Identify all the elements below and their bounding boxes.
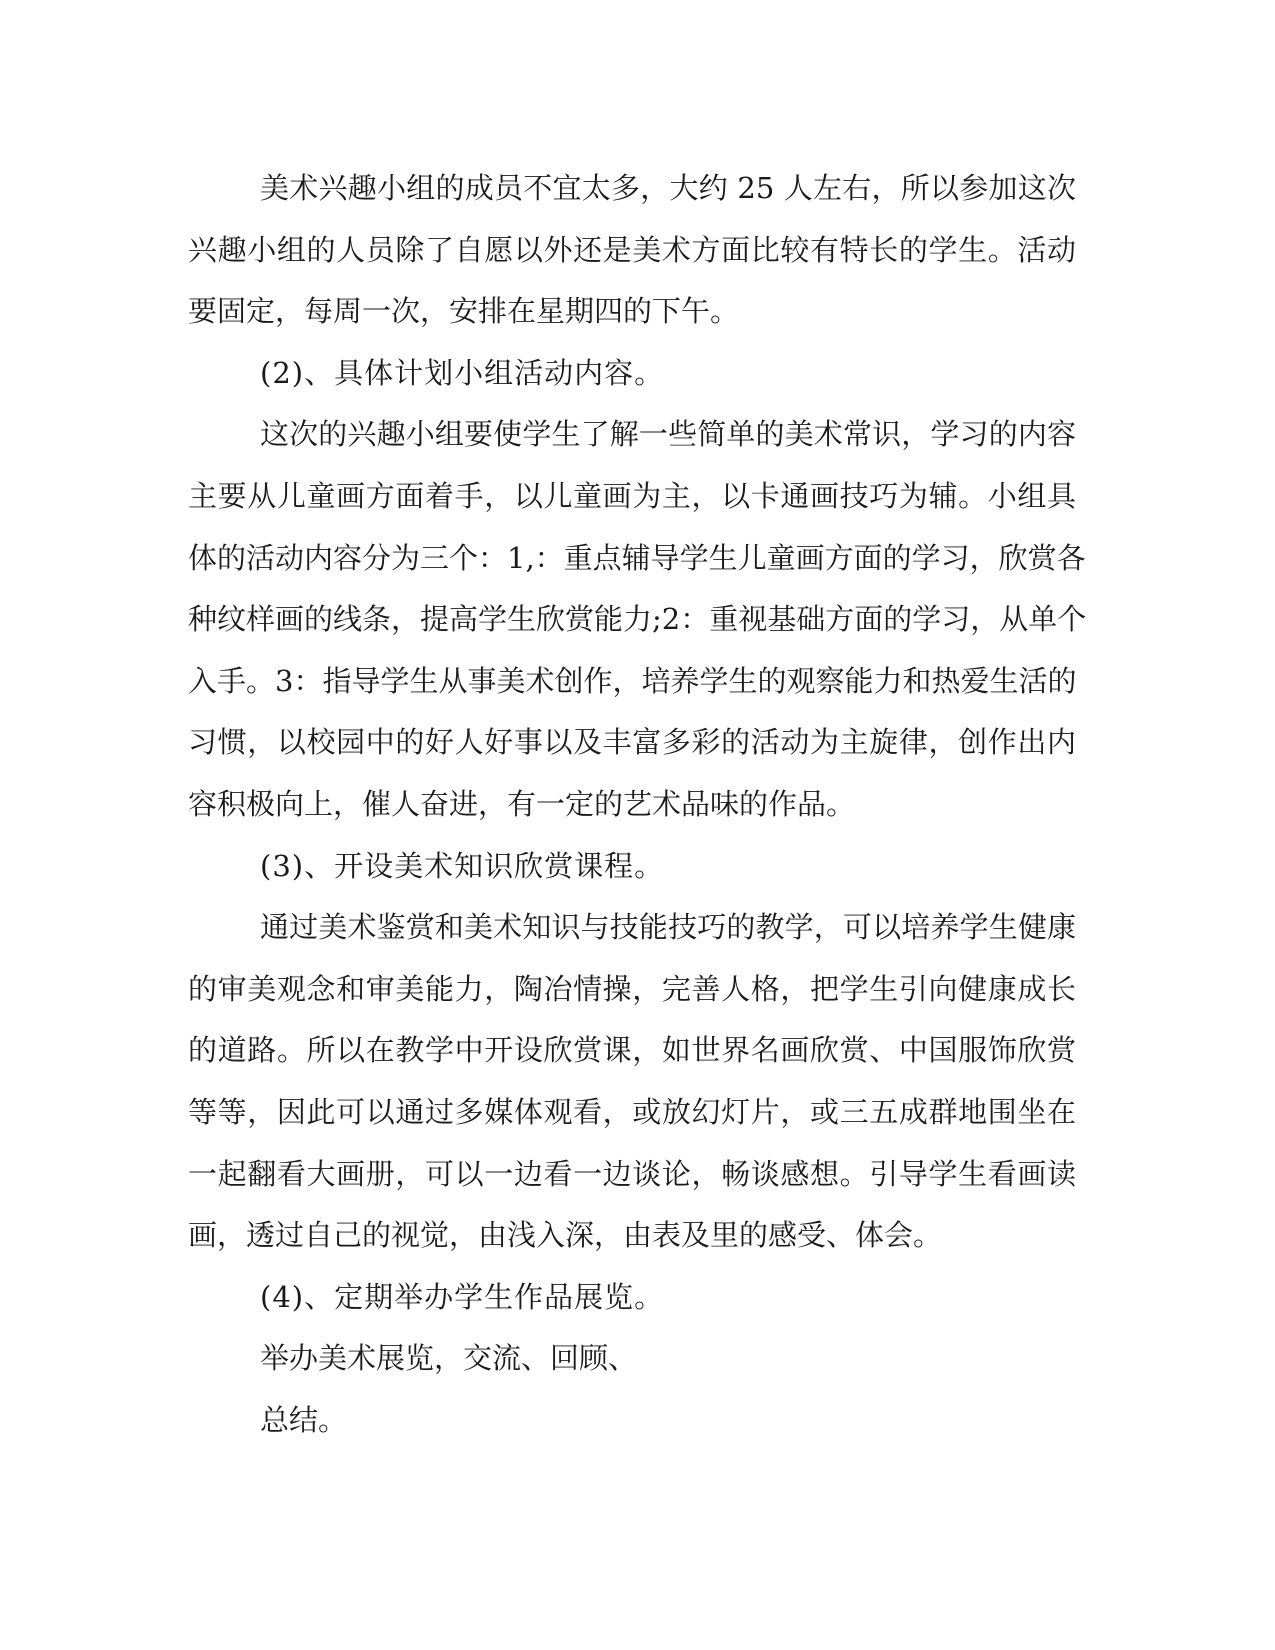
- text-line: 的审美观念和审美能力，陶冶情操，完善人格，把学生引向健康成长: [188, 971, 1076, 1006]
- paragraph-exhibition: [188, 1328, 1088, 1390]
- text-line: 总结。: [260, 1402, 348, 1437]
- text-line: 美术兴趣小组的成员不宜太多，大约 25 人左右，所以参加这次: [260, 171, 1076, 205]
- heading-line: (4)、定期举办学生作品展览。: [260, 1279, 665, 1314]
- text-line: 体的活动内容分为三个：1,：重点辅导学生儿童画方面的学习，欣赏各: [188, 540, 1086, 575]
- text-line: 的道路。所以在教学中开设欣赏课，如世界名画欣赏、中国服饰欣赏: [188, 1033, 1076, 1068]
- document-body: [188, 158, 1088, 1451]
- text-line: 容积极向上，催人奋进，有一定的艺术品味的作品。: [188, 786, 856, 821]
- paragraph-appreciation-course: [188, 897, 1088, 1267]
- heading-line: (2)、具体计划小组活动内容。: [260, 355, 665, 390]
- paragraph-summary: [188, 1390, 1088, 1452]
- text-line: 习惯，以校园中的好人好事以及丰富多彩的活动为主旋律，创作出内: [188, 725, 1076, 760]
- text-line: 兴趣小组的人员除了自愿以外还是美术方面比较有特长的学生。活动: [188, 232, 1076, 267]
- text-line: 一起翻看大画册，可以一边看一边谈论，畅谈感想。引导学生看画读: [188, 1156, 1076, 1191]
- section-heading-2: [188, 343, 1088, 405]
- text-line: 主要从儿童画方面着手，以儿童画为主，以卡通画技巧为辅。小组具: [188, 478, 1076, 513]
- paragraph-activity-content: [188, 404, 1088, 835]
- section-heading-4: [188, 1267, 1088, 1329]
- text-line: 举办美术展览，交流、回顾、: [260, 1341, 638, 1376]
- text-line: 这次的兴趣小组要使学生了解一些简单的美术常识，学习的内容: [260, 417, 1076, 452]
- text-line: 入手。3：指导学生从事美术创作，培养学生的观察能力和热爱生活的: [188, 663, 1077, 698]
- text-line: 要固定，每周一次，安排在星期四的下午。: [188, 294, 740, 329]
- text-line: 画，透过自己的视觉，由浅入深，由表及里的感受、体会。: [188, 1218, 943, 1253]
- text-line: 种纹样画的线条，提高学生欣赏能力;2：重视基础方面的学习，从单个: [188, 602, 1087, 637]
- heading-line: (3)、开设美术知识欣赏课程。: [260, 848, 665, 883]
- paragraph-group-membership: [188, 158, 1088, 343]
- text-line: 通过美术鉴赏和美术知识与技能技巧的教学，可以培养学生健康: [260, 910, 1076, 945]
- text-line: 等等，因此可以通过多媒体观看，或放幻灯片，或三五成群地围坐在: [188, 1094, 1076, 1129]
- section-heading-3: [188, 836, 1088, 898]
